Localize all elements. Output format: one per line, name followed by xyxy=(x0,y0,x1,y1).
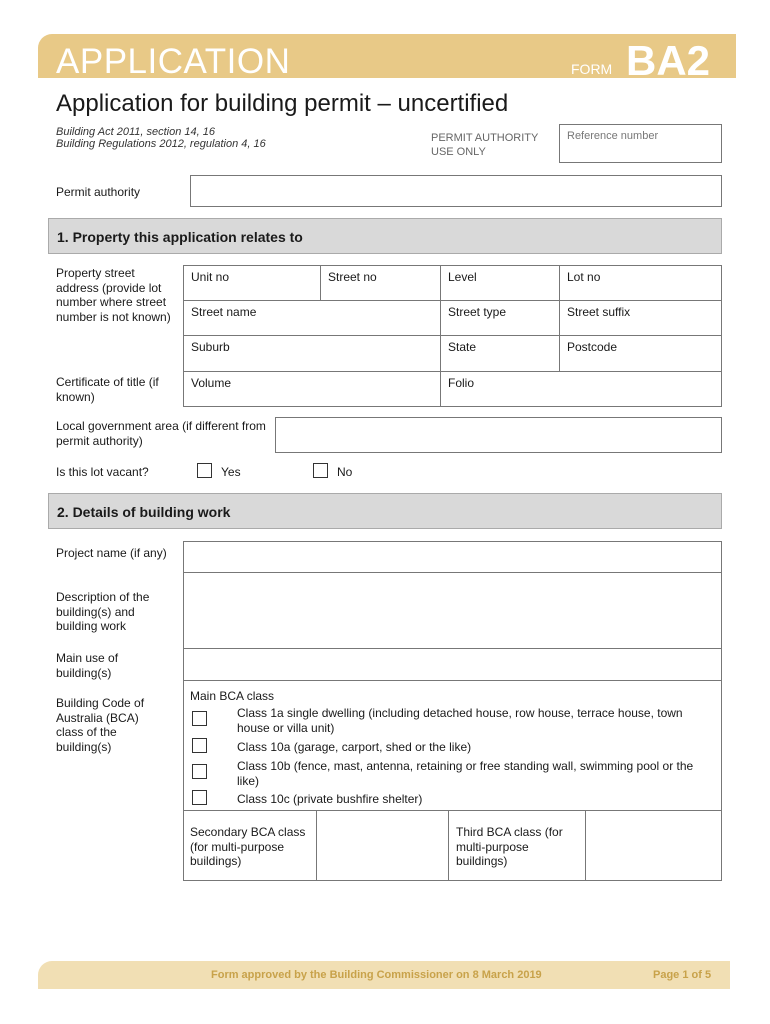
description-label: Description of the building(s) and building work xyxy=(56,590,150,633)
secondary-bca-field[interactable] xyxy=(316,810,449,881)
third-bca-field[interactable] xyxy=(585,810,722,881)
page-title: Application for building permit – uncertified xyxy=(56,90,509,117)
local-government-area-field[interactable] xyxy=(275,417,722,453)
bca-class-10a-label: Class 10a (garage, carport, shed or the like) xyxy=(237,740,472,754)
application-heading: APPLICATION xyxy=(56,42,291,81)
folio-field[interactable] xyxy=(440,371,722,407)
project-name-field[interactable] xyxy=(183,541,722,573)
street-no-field[interactable] xyxy=(320,265,441,301)
lot-no-field[interactable] xyxy=(559,265,722,301)
level-label: Level xyxy=(448,270,477,284)
form-label: FORM xyxy=(571,61,613,77)
street-name-field[interactable] xyxy=(183,300,441,336)
street-address-label: Property street address (provide lot number where street number is not known) xyxy=(56,266,171,324)
unit-no-field[interactable] xyxy=(183,265,321,301)
reference-number-field[interactable] xyxy=(559,124,722,163)
vacant-no-label: No xyxy=(337,465,353,479)
street-type-field[interactable] xyxy=(440,300,560,336)
footer-approval: Form approved by the Building Commissioner on 8 March 2019 xyxy=(211,969,542,981)
main-use-field[interactable] xyxy=(183,648,722,681)
bca-class-10c-label: Class 10c (private bushfire shelter) xyxy=(237,792,423,806)
postcode-label: Postcode xyxy=(567,340,618,354)
street-name-label: Street name xyxy=(191,305,257,319)
state-label: State xyxy=(448,340,477,354)
suburb-field[interactable] xyxy=(183,335,441,372)
section-2-heading: 2. Details of building work xyxy=(48,493,722,529)
bca-class-10b-label: Class 10b (fence, mast, antenna, retaining or free standing wall, swimming pool or the like) xyxy=(237,759,694,788)
form-code: BA2 xyxy=(626,37,711,84)
postcode-field[interactable] xyxy=(559,335,722,372)
bca-class-10a-checkbox[interactable] xyxy=(192,738,207,753)
street-type-label: Street type xyxy=(448,305,507,319)
unit-no-label: Unit no xyxy=(191,270,230,284)
main-bca-class-heading: Main BCA class xyxy=(190,689,275,703)
street-no-label: Street no xyxy=(328,270,377,284)
permit-authority-field[interactable] xyxy=(190,175,722,207)
bca-class-10b-checkbox[interactable] xyxy=(192,764,207,779)
lot-no-label: Lot no xyxy=(567,270,601,284)
bca-class-1a-label: Class 1a single dwelling (including detached house, row house, terrace house, town house or villa unit) xyxy=(237,706,683,735)
bca-class-1a-checkbox[interactable] xyxy=(192,711,207,726)
reference-number-label: Reference number xyxy=(567,130,659,142)
main-use-label: Main use of building(s) xyxy=(56,651,119,680)
suburb-label: Suburb xyxy=(191,340,230,354)
secondary-bca-label: Secondary BCA class (for multi-purpose buildings) xyxy=(190,825,306,868)
certificate-of-title-label: Certificate of title (if known) xyxy=(56,375,159,404)
description-field[interactable] xyxy=(183,572,722,649)
page-number: Page 1 of 5 xyxy=(653,969,712,981)
lot-vacant-question: Is this lot vacant? xyxy=(56,465,149,479)
third-bca-label: Third BCA class (for multi-purpose buildings) xyxy=(456,825,563,868)
level-field[interactable] xyxy=(440,265,560,301)
legislation-act: Building Act 2011, section 14, 16 xyxy=(56,126,215,138)
bca-class-label: Building Code of Australia (BCA) class of the building(s) xyxy=(56,696,145,754)
permit-authority-use-only-label: PERMIT AUTHORITY USE ONLY xyxy=(431,132,539,158)
project-name-label: Project name (if any) xyxy=(56,546,167,560)
folio-label: Folio xyxy=(448,376,475,390)
permit-authority-label: Permit authority xyxy=(56,185,141,199)
street-suffix-field[interactable] xyxy=(559,300,722,336)
vacant-yes-label: Yes xyxy=(221,465,241,479)
local-government-area-label: Local government area (if different from permit authority) xyxy=(56,419,266,448)
vacant-no-checkbox[interactable] xyxy=(313,463,328,478)
volume-field[interactable] xyxy=(183,371,441,407)
legislation-regulations: Building Regulations 2012, regulation 4, 16 xyxy=(56,138,266,150)
bca-class-10c-checkbox[interactable] xyxy=(192,790,207,805)
state-field[interactable] xyxy=(440,335,560,372)
section-1-heading: 1. Property this application relates to xyxy=(48,218,722,254)
volume-label: Volume xyxy=(191,376,232,390)
vacant-yes-checkbox[interactable] xyxy=(197,463,212,478)
street-suffix-label: Street suffix xyxy=(567,305,631,319)
